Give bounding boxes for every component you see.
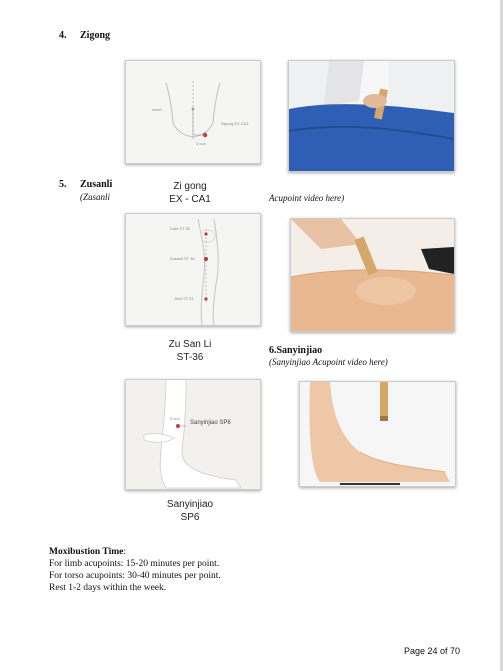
section-4-number: 4.	[59, 30, 67, 41]
sanyinjiao-label-point: Sanyinjiao SP6	[190, 420, 231, 426]
zusanli-label-top: Dubi ST 35	[170, 226, 190, 231]
zusanli-video-note: Acupoint video here)	[269, 193, 345, 203]
zigong-caption-code: EX - CA1	[169, 194, 211, 205]
zusanli-moxibustion-photo	[290, 218, 455, 332]
moxibustion-time-colon: :	[123, 547, 126, 557]
zusanli-caption-name: Zu San Li	[168, 339, 212, 350]
moxibustion-time-heading: Moxibustion Time	[49, 547, 124, 557]
zusanli-label-mid: Zusanli ST 36	[170, 256, 195, 261]
zusanli-label-bottom: Jiexi ST 41	[174, 296, 194, 301]
sanyinjiao-diagram-image	[125, 379, 261, 490]
section-5-title: Zusanli	[80, 179, 113, 190]
moxibustion-torso-line: For torso acupoints: 30-40 minutes per point.	[49, 571, 221, 581]
section-6-subtitle: (Sanyinjiao Acupoint video here)	[269, 357, 388, 367]
zusanli-caption	[150, 338, 230, 364]
zusanli-diagram-image	[125, 213, 261, 326]
zigong-label-navel: navel	[152, 107, 162, 112]
zigong-label-point: Zigong EX-CA1	[221, 121, 249, 126]
zigong-diagram-image	[125, 60, 261, 164]
zigong-caption	[150, 180, 230, 206]
zigong-moxibustion-photo	[288, 60, 455, 172]
sanyinjiao-moxibustion-photo	[299, 381, 456, 487]
sanyinjiao-caption	[150, 498, 230, 524]
moxibustion-rest-line: Rest 1-2 days within the week.	[49, 583, 167, 593]
sanyinjiao-label-distance: 3 cun	[170, 416, 180, 421]
zigong-caption-name: Zi gong	[173, 181, 207, 192]
zusanli-caption-code: ST-36	[176, 352, 204, 363]
section-5-number: 5.	[59, 179, 67, 190]
section-5-subtitle: (Zusanli	[80, 192, 111, 202]
section-4-title: Zigong	[80, 30, 111, 41]
zigong-label-distance: 3 cun	[196, 141, 206, 146]
moxibustion-limb-line: For limb acupoints: 15-20 minutes per point.	[49, 559, 220, 569]
moxibustion-time-label	[49, 547, 126, 559]
sanyinjiao-caption-name: Sanyinjiao	[166, 499, 214, 510]
section-6-title: 6.Sanyinjiao	[269, 345, 323, 356]
sanyinjiao-caption-code: SP6	[180, 512, 200, 523]
page-number: Page 24 of 70	[404, 646, 461, 656]
